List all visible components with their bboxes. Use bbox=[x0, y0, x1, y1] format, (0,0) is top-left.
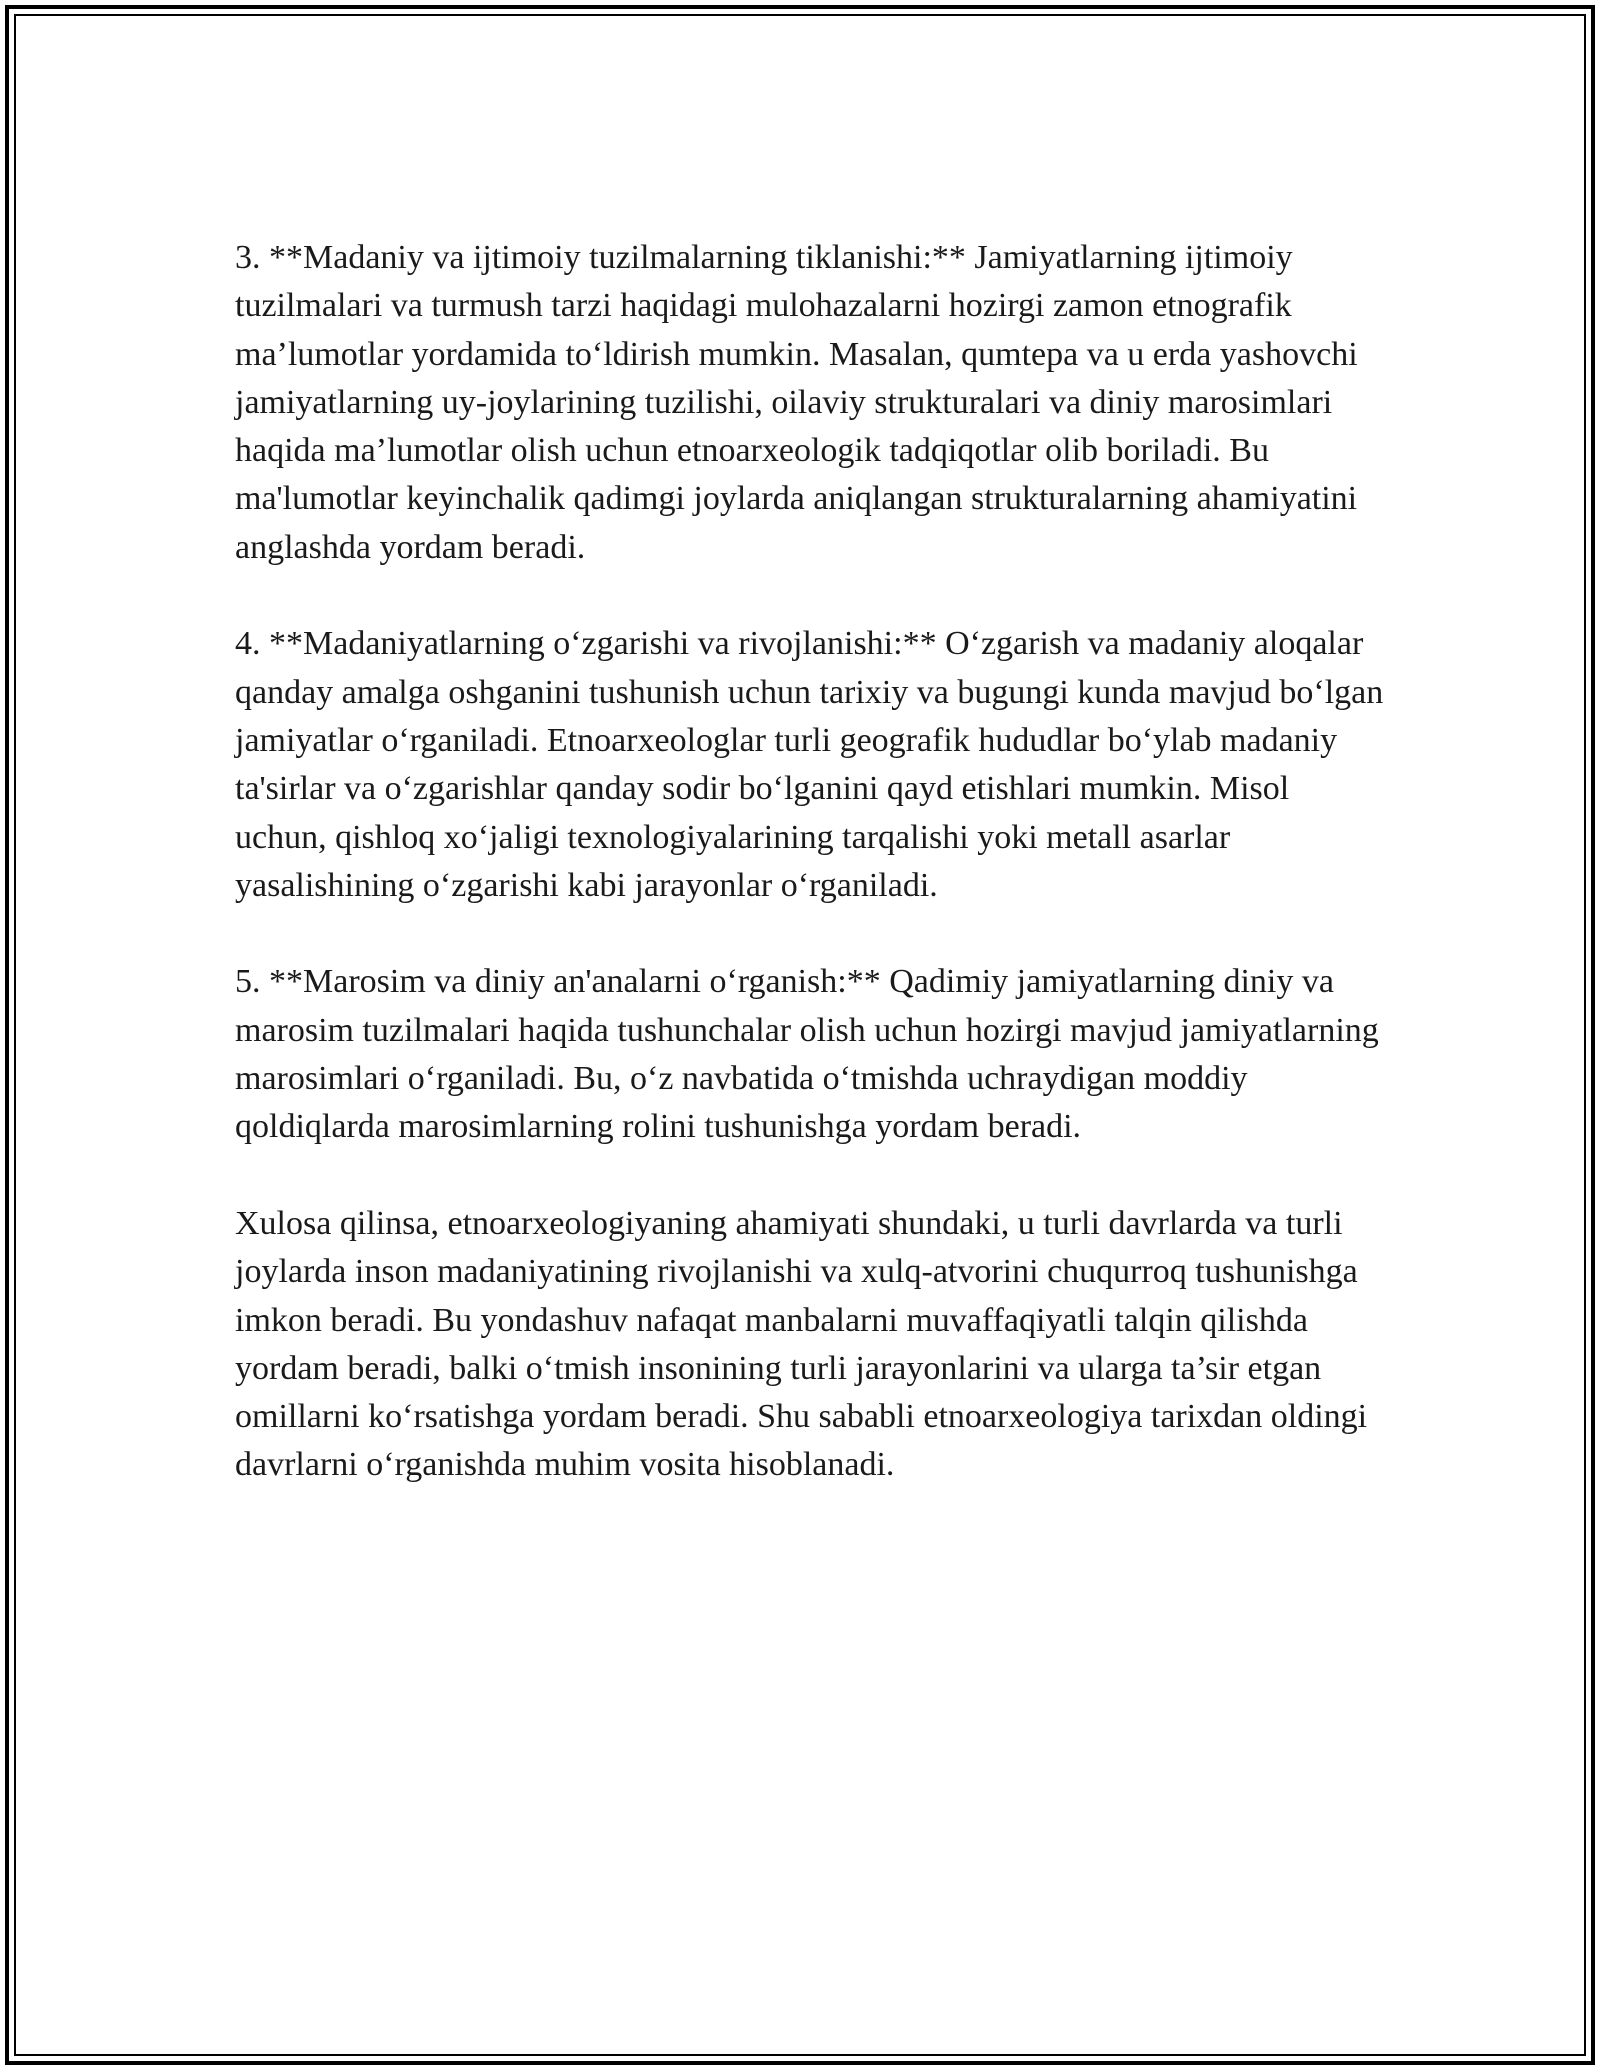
paragraph-item-5: 5. **Marosim va diniy an'analarni o‘rganish:** Qadimiy jamiyatlarning diniy va marosim tuzilmalari haqida tushunchalar olish uchun hozirgi mavjud jamiyatlarning marosimlari o‘rganiladi. Bu, o‘z navbatida o‘tmishda uchraydigan moddiy qoldiqlarda marosimlarning rolini tushunishga yordam beradi. bbox=[235, 963, 1379, 1146]
paragraph-item-4: 4. **Madaniyatlarning o‘zgarishi va rivojlanishi:** O‘zgarish va madaniy aloqalar qanday amalga oshganini tushunish uchun tarixiy va bugungi kunda mavjud bo‘lgan jamiyatlar o‘rganiladi. Etnoarxeologlar turli geografik hududlar bo‘ylab madaniy ta'sirlar va o‘zgarishlar qanday sodir bo‘lganini qayd etishlari mumkin. Misol uchun, qishloq xo‘jaligi texnologiyalarining tarqalishi yoki metall asarlar yasalishining o‘zgarishi kabi jarayonlar o‘rganiladi. bbox=[235, 625, 1384, 904]
paragraph-conclusion: Xulosa qilinsa, etnoarxeologiyaning ahamiyati shundaki, u turli davrlarda va turli joylarda inson madaniyatining rivojlanishi va xulq-atvorini chuqurroq tushunishga imkon beradi. Bu yondashuv nafaqat manbalarni muvaffaqiyatli talqin qilishda yordam beradi, balki o‘tmish insonining turli jarayonlarini va ularga ta’sir etgan omillarni ko‘rsatishga yordam beradi. Shu sababli etnoarxeologiya tarixdan oldingi davrlarni o‘rganishda muhim vosita hisoblanadi. bbox=[235, 1204, 1368, 1484]
paragraph-item-3: 3. **Madaniy va ijtimoiy tuzilmalarning tiklanishi:** Jamiyatlarning ijtimoiy tuzilmalari va turmush tarzi haqidagi mulohazalarni hozirgi zamon etnografik ma’lumotlar yordamida to‘ldirish mumkin. Masalan, qumtepa va u erda yashovchi jamiyatlarning uy-joylarining tuzilishi, oilaviy strukturalari va diniy marosimlari haqida ma’lumotlar olish uchun etnoarxeologik tadqiqotlar olib boriladi. Bu ma'lumotlar keyinchalik qadimgi joylarda aniqlangan strukturalarning ahamiyatini anglashda yordam beradi. bbox=[235, 239, 1358, 566]
document-body bbox=[235, 234, 1385, 1490]
